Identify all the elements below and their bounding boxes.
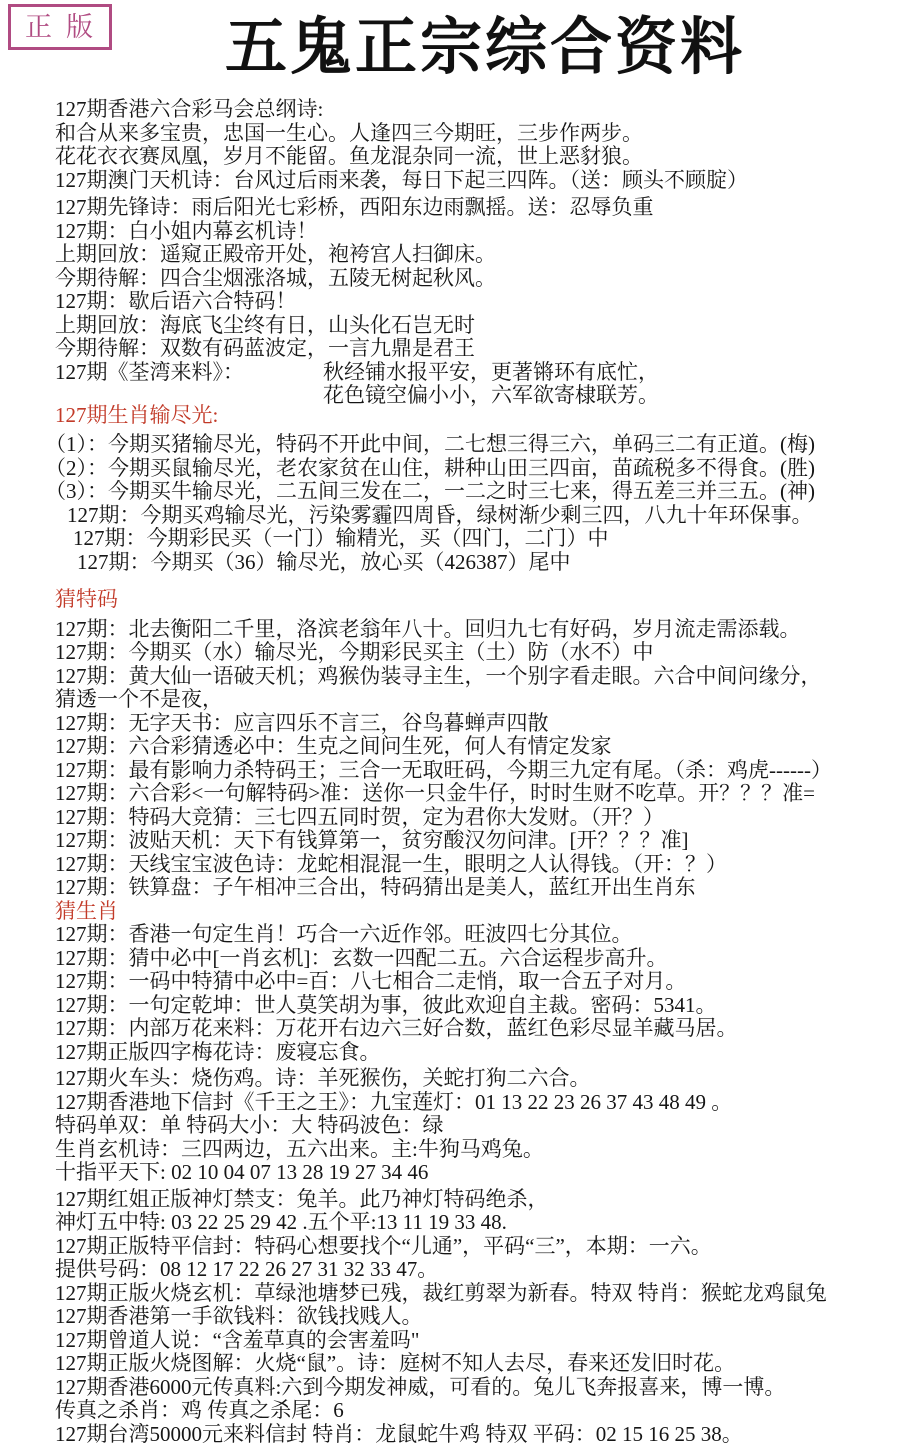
text-line: 127期：今期买鸡输尽光，污染雾霾四周昏，绿树渐少剩三四，八九十年环保事。 [67, 502, 813, 527]
text-line: 神灯五中特: 03 22 25 29 42 .五个平:13 11 19 33 48. [55, 1210, 507, 1235]
text-line: （2）：今期买鼠输尽光，老农家贫在山住，耕种山田三四亩，苗疏税多不得食。(胜) [45, 455, 815, 480]
text-line: 127期香港六合彩马会总纲诗: [55, 97, 324, 122]
page-title: 五鬼正宗综合资料 [224, 14, 745, 82]
text-line: 生肖玄机诗：三四两边，五六出来。主:牛狗马鸡兔。 [55, 1136, 544, 1161]
line-label: 127期《荃湾来料》： [55, 359, 244, 384]
text-line: 127期：今期彩民买（一门）输精光，买（四门，二门）中 [73, 526, 609, 551]
text-line: 127期：最有影响力杀特码王；三合一无取旺码，今期三九定有尾。（杀：鸡虎------） [55, 757, 832, 782]
text-line: 127期正版特平信封：特码心想要找个“儿通”，平码“三”，本期：一六。 [55, 1233, 712, 1258]
text-line: 提供号码：08 12 17 22 26 27 31 32 33 47。 [55, 1257, 439, 1282]
text-line: 今期待解：双数有码蓝波定，一言九鼎是君王 [55, 336, 475, 361]
text-line: 127期：特码大竞猜：三七四五同时贺，定为君你大发财。（开？） [55, 804, 664, 829]
text-line: 127期《荃湾来料》： 秋经铺水报平安，更著锵环有底忙， [55, 359, 659, 384]
text-line: 127期：铁算盘：子午相冲三合出，特码猜出是美人，蓝红开出生肖东 [55, 875, 696, 900]
text-line: 127期：内部万花来料：万花开右边六三好合数，蓝红色彩尽显羊藏马居。 [55, 1016, 738, 1041]
text-line: 127期：一句定乾坤：世人莫笑胡为事，彼此欢迎自主裁。密码：5341。 [55, 992, 717, 1017]
text-line: 127期：香港一句定生肖！巧合一六近作邻。旺波四七分其位。 [55, 922, 633, 947]
text-line: 127期澳门天机诗：台风过后雨来袭，每日下起三四阵。（送：顾头不顾腚） [55, 167, 748, 192]
authentic-edition-badge: 正版 [8, 4, 112, 50]
text-line: 今期待解：四合尘烟涨洛城，五陵无树起秋风。 [55, 265, 496, 290]
text-line: 127期先锋诗：雨后阳光七彩桥，西阳东边雨飘摇。送：忍辱负重 [55, 195, 654, 220]
text-line: 花色镜空偏小小，六军欲寄棣联芳。 [323, 383, 659, 408]
text-line: （1）：今期买猪输尽光，特码不开此中间，二七想三得三六，单码三二有正道。(梅) [45, 432, 815, 457]
text-line: 127期：一码中特猜中必中=百：八七相合二走悄，取一合五子对月。 [55, 969, 687, 994]
text-line: 127期：六合彩猜透必中：生克之间问生死，何人有情定发家 [55, 734, 612, 759]
text-line: 花花衣衣赛凤凰，岁月不能留。鱼龙混杂同一流，世上恶豺狼。 [55, 144, 643, 169]
text-line: 和合从来多宝贵，忠国一生心。人逢四三今期旺，三步作两步。 [55, 120, 643, 145]
content [0, 88, 900, 1445]
text-line: 猜透一个不是夜， [55, 687, 223, 712]
text-line: 127期：猜中必中[一肖玄机]：玄数一四配二五。六合运程步高升。 [55, 945, 668, 970]
text-line: 127期：今期买（36）输尽光，放心买（426387）尾中 [77, 549, 571, 574]
text-line: 127期正版火烧玄机：草绿池塘梦已残，裁红剪翠为新春。特双 特肖：猴蛇龙鸡鼠兔 [55, 1280, 827, 1305]
section-heading: 127期生肖输尽光: [55, 402, 219, 427]
text-line: 127期正版四字梅花诗：废寝忘食。 [55, 1039, 381, 1064]
text-line: 127期：歇后语六合特码！ [55, 289, 297, 314]
text-line: 127期香港地下信封《千王之王》：九宝莲灯：01 13 22 23 26 37 43 48 49 。 [55, 1089, 733, 1114]
text-line: 127期火车头：烧伤鸡。诗：羊死猴伤，关蛇打狗二六合。 [55, 1066, 591, 1091]
text-line: 127期：波贴天机：天下有钱算第一，贫穷酸汉勿问津。[开？？？准] [55, 828, 689, 853]
text-line: （3）：今期买牛输尽光，二五间三发在二，一二之时三七来，得五差三并三五。(神) [45, 479, 815, 504]
section-heading: 猜特码 [55, 587, 118, 612]
text-line: 127期：北去衡阳二千里，洛滨老翁年八十。回归九七有好码，岁月流走需添载。 [55, 616, 801, 641]
text-line: 127期红姐正版神灯禁支：兔羊。此乃神灯特码绝杀， [55, 1186, 549, 1211]
text-line: 127期：六合彩<一句解特码>准：送你一只金牛仔，时时生财不吃草。开？？？准= [55, 781, 816, 806]
text-line: 上期回放：遥窥正殿帝开处，袍袴宫人扫御床。 [55, 242, 496, 267]
text-line: 上期回放：海底飞尘终有日，山头化石岂无时 [55, 312, 475, 337]
text-line: 127期：黄大仙一语破天机；鸡猴伪装寻主生，一个别字看走眼。六合中间问缘分， [55, 663, 822, 688]
text-line: 传真之杀肖：鸡 传真之杀尾：6 [55, 1398, 344, 1423]
text-line: 127期香港第一手欲钱料：欲钱找贱人。 [55, 1304, 423, 1329]
text-line: 127期台湾50000元来料信封 特肖：龙鼠蛇牛鸡 特双 平码：02 15 16 25 38。 [55, 1421, 743, 1445]
section-heading: 猜生肖 [55, 898, 118, 923]
text-line: 127期：今期买（水）输尽光，今期彩民买主（土）防（水不）中 [55, 640, 654, 665]
text-line: 十指平天下: 02 10 04 07 13 28 19 27 34 46 [55, 1160, 429, 1185]
text-line: 127期正版火烧图解：火烧“鼠”。诗：庭树不知人去尽，春来还发旧时花。 [55, 1351, 736, 1376]
text-line: 127期曾道人说：“含羞草真的会害羞吗" [55, 1327, 420, 1352]
text-line: 127期：无字天书：应言四乐不言三，谷鸟暮蝉声四散 [55, 710, 549, 735]
text-line: 127期：天线宝宝波色诗：龙蛇相混混一生，眼明之人认得钱。（开：？） [55, 851, 727, 876]
text-line: 127期：白小姐内幕玄机诗！ [55, 218, 318, 243]
text-line: 127期香港6000元传真料:六到今期发神威，可看的。兔儿飞奔报喜来，博一博。 [55, 1374, 786, 1399]
text-line: 特码单双：单 特码大小：大 特码波色：绿 [55, 1113, 444, 1138]
